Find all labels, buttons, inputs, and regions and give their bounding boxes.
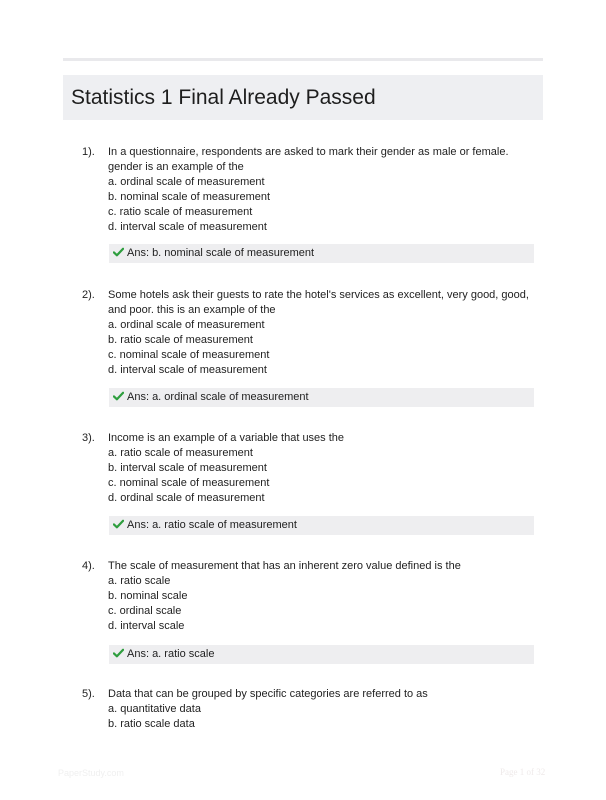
check-icon [113, 391, 124, 401]
check-icon [113, 247, 124, 257]
question-text: The scale of measurement that has an inherent zero value defined is the [108, 560, 461, 572]
option-a: a. ordinal scale of measurement [108, 176, 265, 188]
top-divider [63, 58, 543, 61]
option-a: a. ordinal scale of measurement [108, 319, 265, 331]
check-icon [113, 648, 124, 658]
title-banner [63, 75, 543, 120]
question-text: In a questionnaire, respondents are asked to mark their gender as male or female. gender is an example of the [108, 146, 509, 173]
option-b: b. nominal scale of measurement [108, 191, 271, 203]
question-text: Income is an example of a variable that uses the [108, 432, 345, 444]
option-d: d. interval scale [108, 620, 185, 632]
option-b: b. interval scale of measurement [108, 462, 267, 474]
option-a: a. quantitative data [108, 703, 201, 715]
answer-text: Ans: a. ratio scale of measurement [127, 519, 297, 531]
question-number: 3). [82, 432, 95, 444]
answer-box [109, 516, 534, 535]
option-b: b. ratio scale data [108, 718, 195, 730]
question-number: 2). [82, 289, 95, 301]
option-c: c. nominal scale of measurement [108, 477, 270, 489]
option-b: b. nominal scale [108, 590, 188, 602]
question-text: Some hotels ask their guests to rate the hotel's services as excellent, very good, good, and poor. this is an example of the [108, 289, 529, 316]
question-text: Data that can be grouped by specific categories are referred to as [108, 688, 428, 700]
option-d: d. interval scale of measurement [108, 221, 267, 233]
option-d: d. ordinal scale of measurement [108, 492, 265, 504]
document-title: Statistics 1 Final Already Passed [71, 86, 376, 109]
option-d: d. interval scale of measurement [108, 364, 267, 376]
option-a: a. ratio scale of measurement [108, 447, 253, 459]
option-c: c. ratio scale of measurement [108, 206, 253, 218]
option-a: a. ratio scale [108, 575, 171, 587]
page-number: Page 1 of 32 [500, 767, 546, 777]
option-c: c. ordinal scale [108, 605, 182, 617]
option-b: b. ratio scale of measurement [108, 334, 253, 346]
question-number: 5). [82, 688, 95, 700]
footer-site: PaperStudy.com [58, 768, 124, 778]
option-c: c. nominal scale of measurement [108, 349, 270, 361]
check-icon [113, 519, 124, 529]
answer-box [109, 388, 534, 407]
answer-box [109, 645, 534, 664]
question-number: 1). [82, 146, 95, 158]
answer-box [109, 244, 534, 263]
answer-text: Ans: b. nominal scale of measurement [127, 247, 315, 259]
answer-text: Ans: a. ordinal scale of measurement [127, 391, 309, 403]
answer-text: Ans: a. ratio scale [127, 648, 215, 660]
question-number: 4). [82, 560, 95, 572]
